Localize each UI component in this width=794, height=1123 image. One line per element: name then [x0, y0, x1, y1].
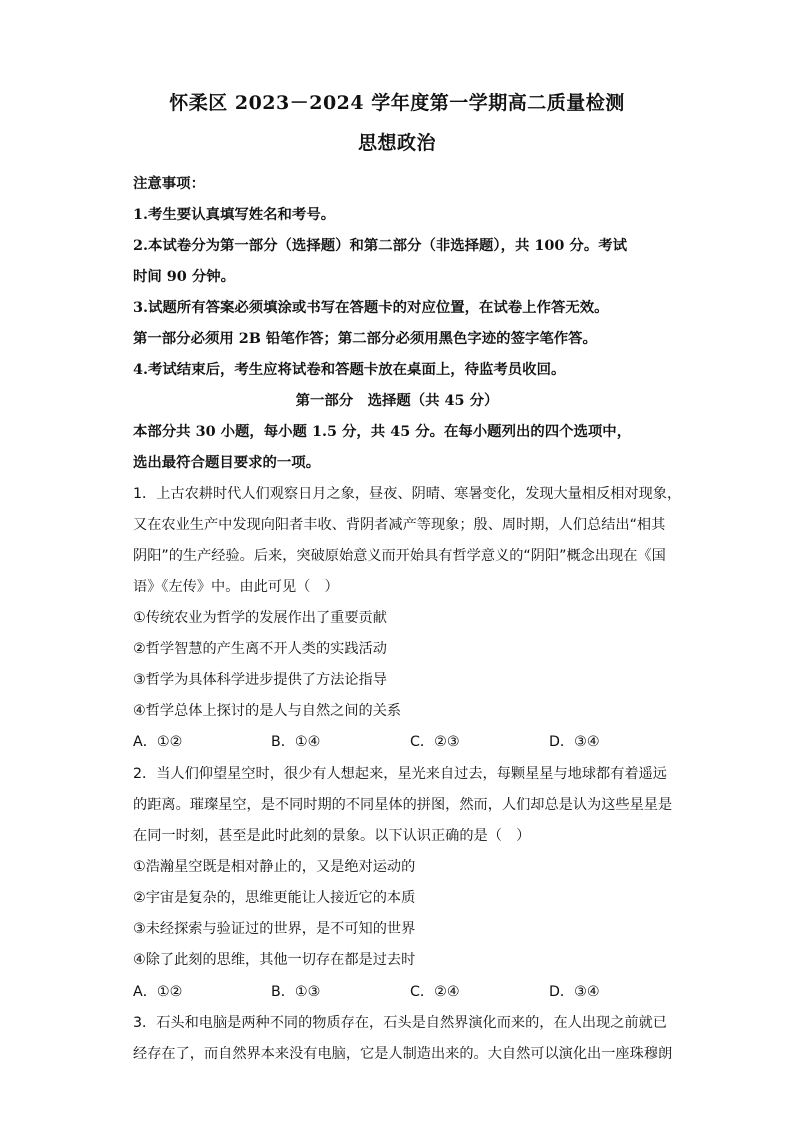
option-d[interactable]: D．③④ — [549, 984, 600, 1000]
note-line: 1.考生要认真填写姓名和考号。 — [133, 206, 336, 223]
question-stem-line: 2．当人们仰望星空时，很少有人想起来，星光来自过去，每颗星星与地球都有着遥远 — [133, 766, 667, 782]
question-stem-line: 经存在了，而自然界本来没有电脑，它是人制造出来的。大自然可以演化出一座珠穆朗 — [133, 1046, 673, 1062]
note-line: 3.试题所有答案必须填涂或书写在答题卡的对应位置，在试卷上作答无效。 — [133, 299, 609, 316]
answer-options — [133, 981, 653, 1001]
part-heading: 第一部分 选择题（共 45 分） — [295, 392, 499, 409]
question-stem-line: 的距离。璀璨星空，是不同时期的不同星体的拼图，然而，人们却总是认为这些星星是 — [133, 797, 673, 813]
statement-line: ④哲学总体上探讨的是人与自然之间的关系 — [133, 703, 402, 719]
note-line: 时间 90 分钟。 — [133, 268, 235, 285]
option-c[interactable]: C．②④ — [410, 984, 460, 1000]
notes-heading: 注意事项： — [133, 175, 205, 192]
part-intro-line: 本部分共 30 小题，每小题 1.5 分，共 45 分。在每小题列出的四个选项中， — [133, 423, 632, 440]
statement-line: ①浩瀚星空既是相对静止的，又是绝对运动的 — [133, 859, 416, 875]
note-line: 2.本试卷分为第一部分（选择题）和第二部分（非选择题），共 100 分。考试 — [133, 237, 627, 254]
statement-line: ①传统农业为哲学的发展作出了重要贡献 — [133, 610, 387, 626]
statement-line: ③未经探索与验证过的世界，是不可知的世界 — [133, 921, 416, 937]
option-b[interactable]: B．①③ — [271, 984, 321, 1000]
subject-title: 思想政治 — [357, 132, 436, 154]
statement-line: ④除了此刻的思维，其他一切存在都是过去时 — [133, 952, 416, 968]
option-a[interactable]: A．①② — [133, 984, 183, 1000]
question-stem-line: 在同一时刻，甚至是此时此刻的景象。以下认识正确的是（ ） — [133, 828, 531, 844]
question-stem-line: 3．石头和电脑是两种不同的物质存在，石头是自然界演化而来的，在人出现之前就已 — [133, 1015, 667, 1031]
option-d[interactable]: D．③④ — [549, 734, 600, 750]
statement-line: ③哲学为具体科学进步提供了方法论指导 — [133, 672, 387, 688]
question-stem-line: 又在农业生产中发现向阳者丰收、背阴者减产等现象；殷、周时期，人们总结出“相其 — [133, 517, 666, 533]
note-line: 第一部分必须用 2B 铅笔作答；第二部分必须用黑色字迹的签字笔作答。 — [133, 330, 597, 347]
statement-line: ②哲学智慧的产生离不开人类的实践活动 — [133, 641, 387, 657]
answer-options — [133, 731, 653, 751]
part-intro-line: 选出最符合题目要求的一项。 — [133, 454, 321, 471]
statement-line: ②宇宙是复杂的，思维更能让人接近它的本质 — [133, 890, 416, 906]
exam-title: 怀柔区 2023－2024 学年度第一学期高二质量检测 — [169, 92, 625, 114]
option-c[interactable]: C．②③ — [410, 734, 460, 750]
option-a[interactable]: A．①② — [133, 734, 183, 750]
note-line: 4.考试结束后，考生应将试卷和答题卡放在桌面上，待监考员收回。 — [133, 361, 566, 378]
question-stem-line: 语》《左传》中。由此可见（ ） — [133, 579, 339, 595]
option-b[interactable]: B．①④ — [271, 734, 321, 750]
question-stem-line: 1．上古农耕时代人们观察日月之象，昼夜、阴晴、寒暑变化，发现大量相反相对现象， — [133, 486, 682, 502]
question-stem-line: 阴阳”的生产经验。后来，突破原始意义而开始具有哲学意义的“阴阳”概念出现在《国 — [133, 548, 666, 564]
